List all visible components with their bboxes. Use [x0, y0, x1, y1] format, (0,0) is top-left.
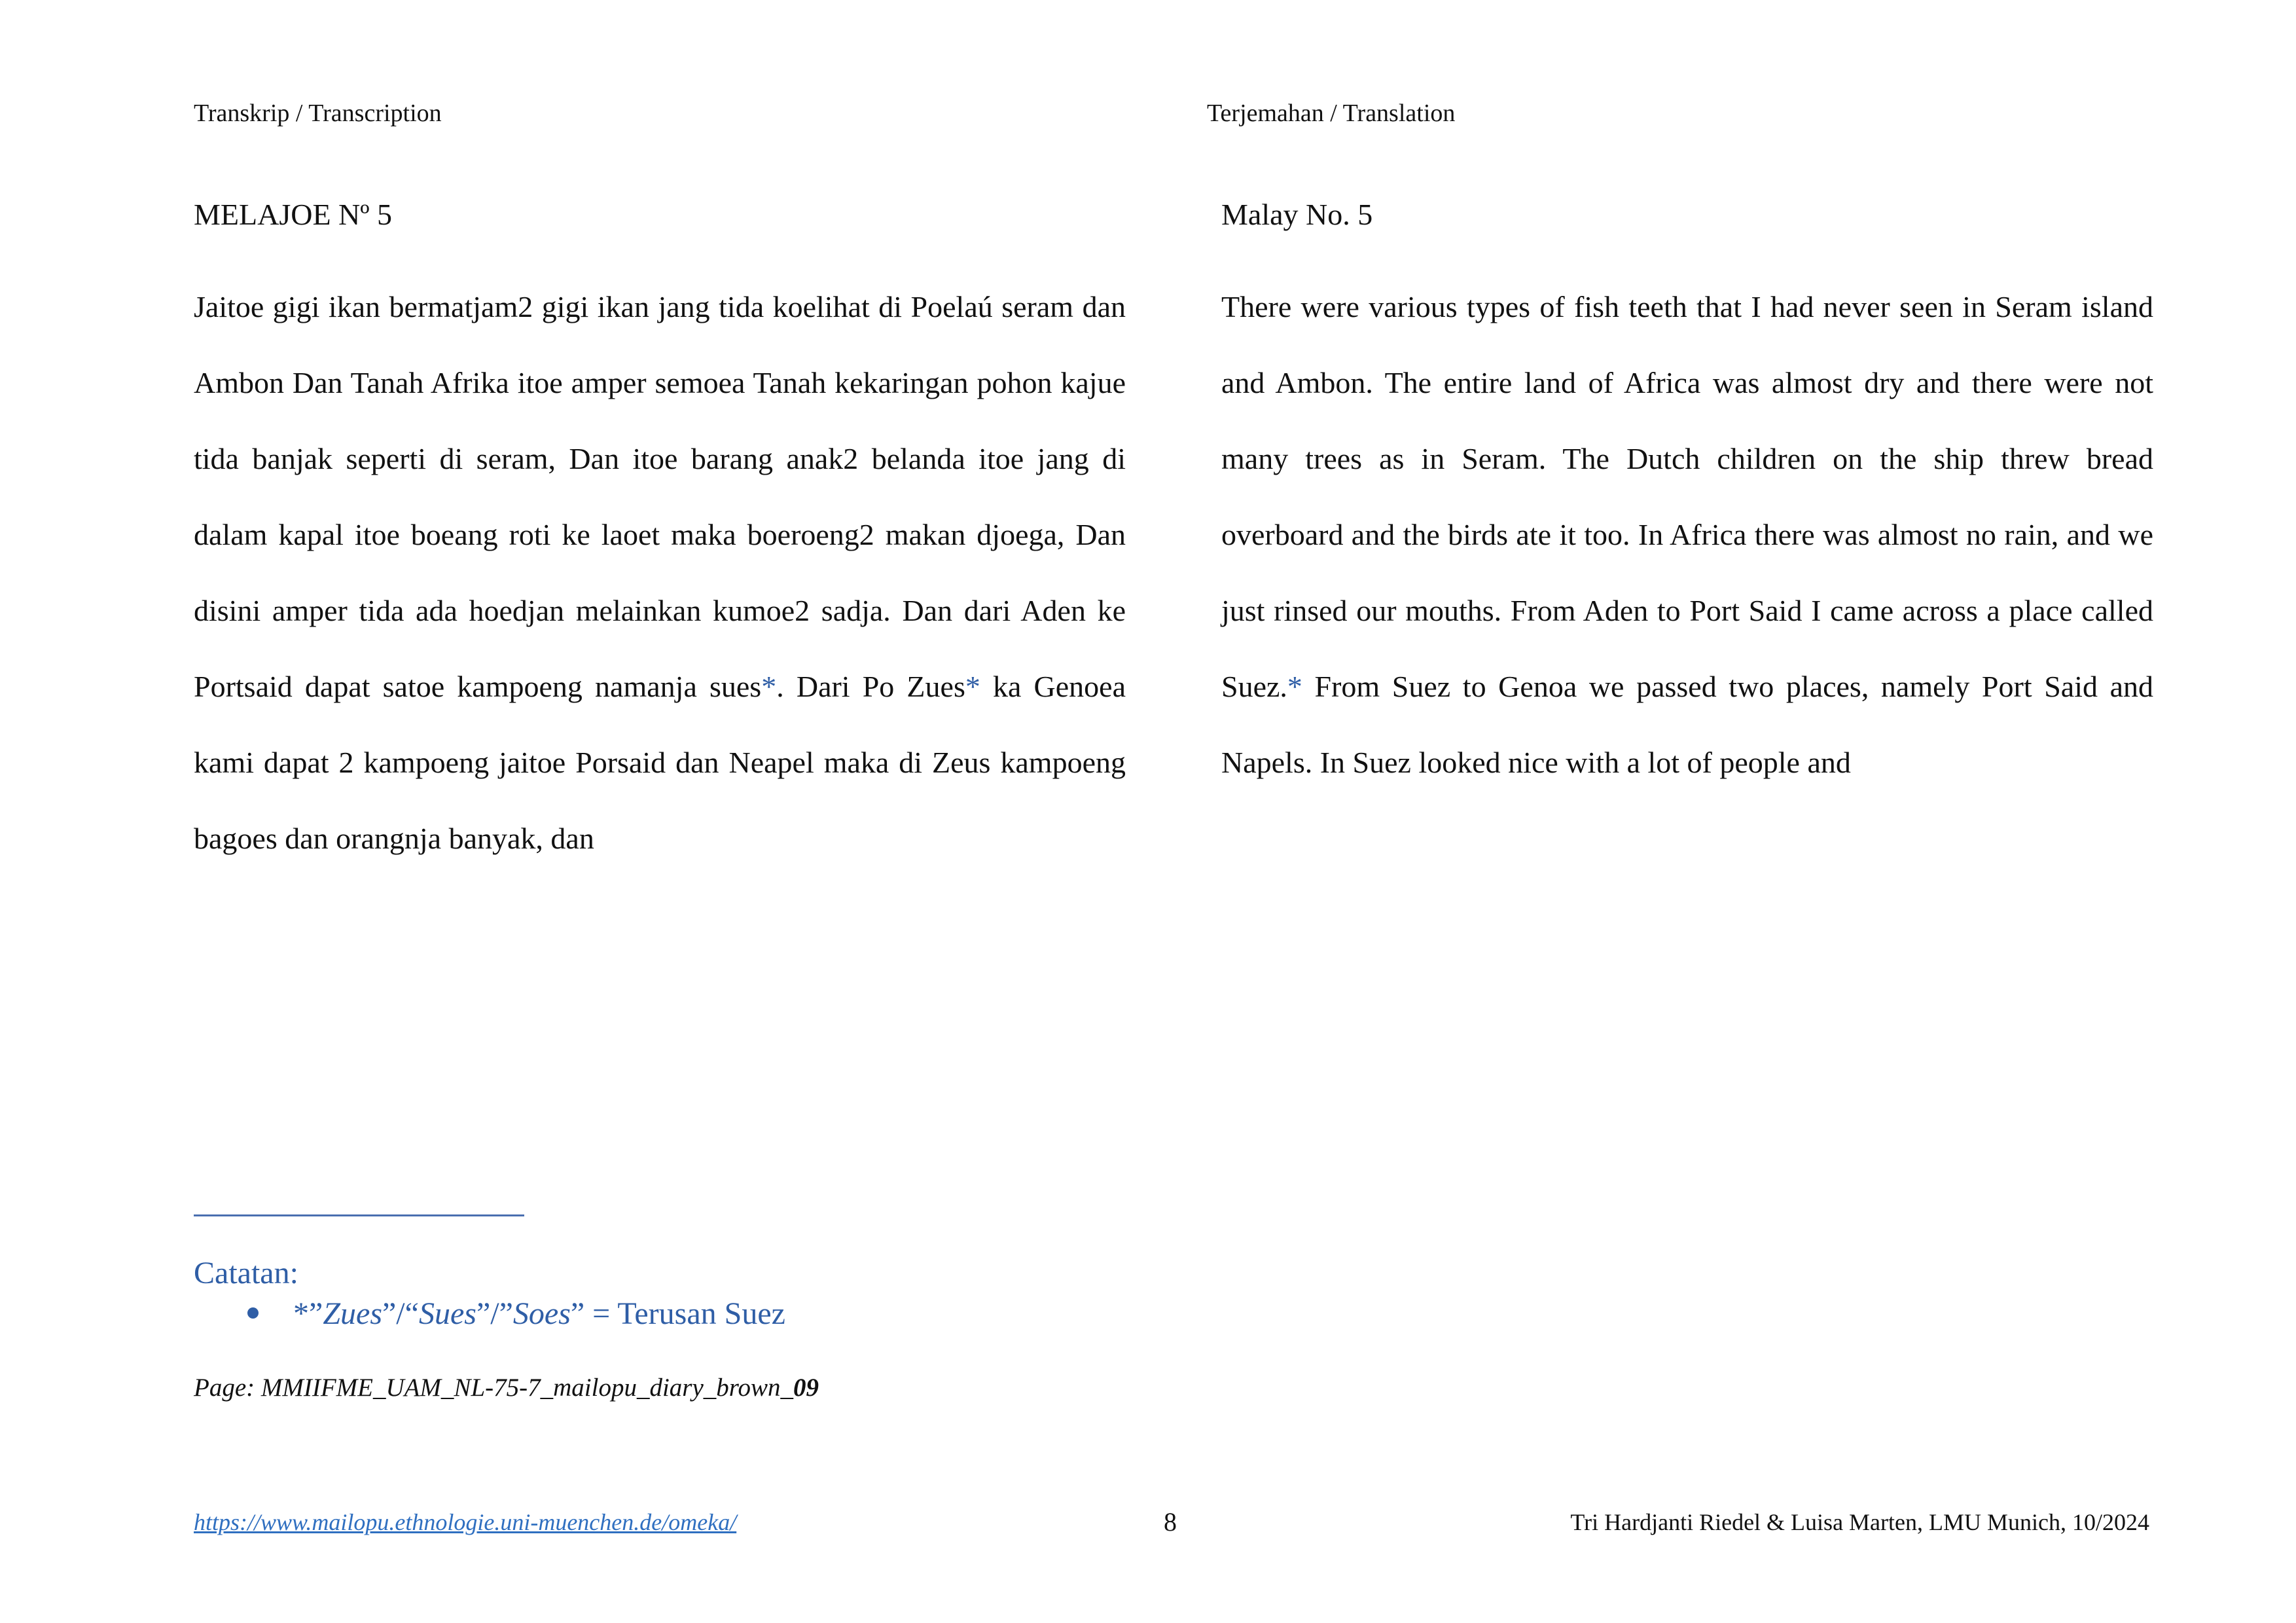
translation-paragraph [1221, 269, 2153, 801]
translation-column-header: Terjemahan / Translation [1207, 100, 1456, 127]
transcription-column-header: Transkrip / Transcription [194, 100, 442, 127]
note-separator: ”/“ [382, 1296, 419, 1331]
note-separator: ”/” [476, 1296, 513, 1331]
transcription-text-part-1: Jaitoe gigi ikan bermatjam2 gigi ikan jang tida koelihat di Poelaú seram dan Ambon Dan Tanah Afrika itoe amper semoea Tanah kekaringan pohon kajue tida banjak seperti di seram, Dan itoe barang anak2 belanda itoe jang di dalam kapal itoe boeang roti ke laoet maka boeroeng2 makan djoega, Dan disini amper tida ada hoedjan melainkan kumoe2 sadja. Dan dari Aden ke Portsaid dapat satoe kampoeng namanja sues [194, 290, 1126, 703]
footnote-separator [194, 1214, 524, 1216]
note-term-zues: Zues [323, 1296, 382, 1331]
notes-list [194, 1293, 1175, 1335]
bullet-icon [247, 1307, 259, 1319]
translation-text-part-1: There were various types of fish teeth that I had never seen in Seram island and Ambon. The entire land of Africa was almost dry and there were not many trees as in Seram. The Dutch children on the ship threw bread overboard and the birds ate it too. In Africa there was almost no rain, and we just rinsed our mouths. From Aden to Port Said I came across a place called Suez. [1221, 290, 2153, 703]
notes-section [194, 1254, 1175, 1335]
transcription-column [194, 193, 1126, 877]
translation-column [1221, 193, 2153, 801]
footer-page-number: 8 [1164, 1507, 1177, 1537]
translation-text-part-2: From Suez to Genoa we passed two places, namely Port Said and Napels. In Suez looked nice with a lot of people and [1221, 670, 2153, 779]
notes-title: Catatan: [194, 1256, 298, 1290]
note-prefix: *” [293, 1296, 323, 1331]
page-reference [194, 1372, 819, 1404]
note-definition: ” = Terusan Suez [570, 1296, 785, 1331]
footer-website-link[interactable]: https://www.mailopu.ethnologie.uni-muenchen.de/omeka/ [194, 1509, 737, 1535]
note-text [293, 1296, 785, 1331]
note-term-soes: Soes [512, 1296, 571, 1331]
page-reference-prefix: Page: MMIIFME_UAM_NL-75-7_mailopu_diary_brown_ [194, 1374, 794, 1402]
translation-title: Malay No. 5 [1221, 198, 1373, 231]
note-term-sues: Sues [418, 1296, 476, 1331]
footnote-marker: * [965, 670, 980, 703]
transcription-paragraph [194, 269, 1126, 877]
footer-credit: Tri Hardjanti Riedel & Luisa Marten, LMU Munich, 10/2024 [1570, 1509, 2149, 1535]
note-item [194, 1293, 1175, 1335]
transcription-text-part-2: . Dari Po Zues [776, 670, 965, 703]
footnote-marker: * [1287, 670, 1302, 703]
transcription-title: MELAJOE Nº 5 [194, 198, 393, 231]
footnote-marker: * [761, 670, 777, 703]
page-reference-number: 09 [793, 1374, 819, 1402]
transcription-text-part-3: ka Genoea kami dapat 2 kampoeng jaitoe Porsaid dan Neapel maka di Zeus kampoeng bagoes dan orangnja banyak, dan [194, 670, 1126, 855]
